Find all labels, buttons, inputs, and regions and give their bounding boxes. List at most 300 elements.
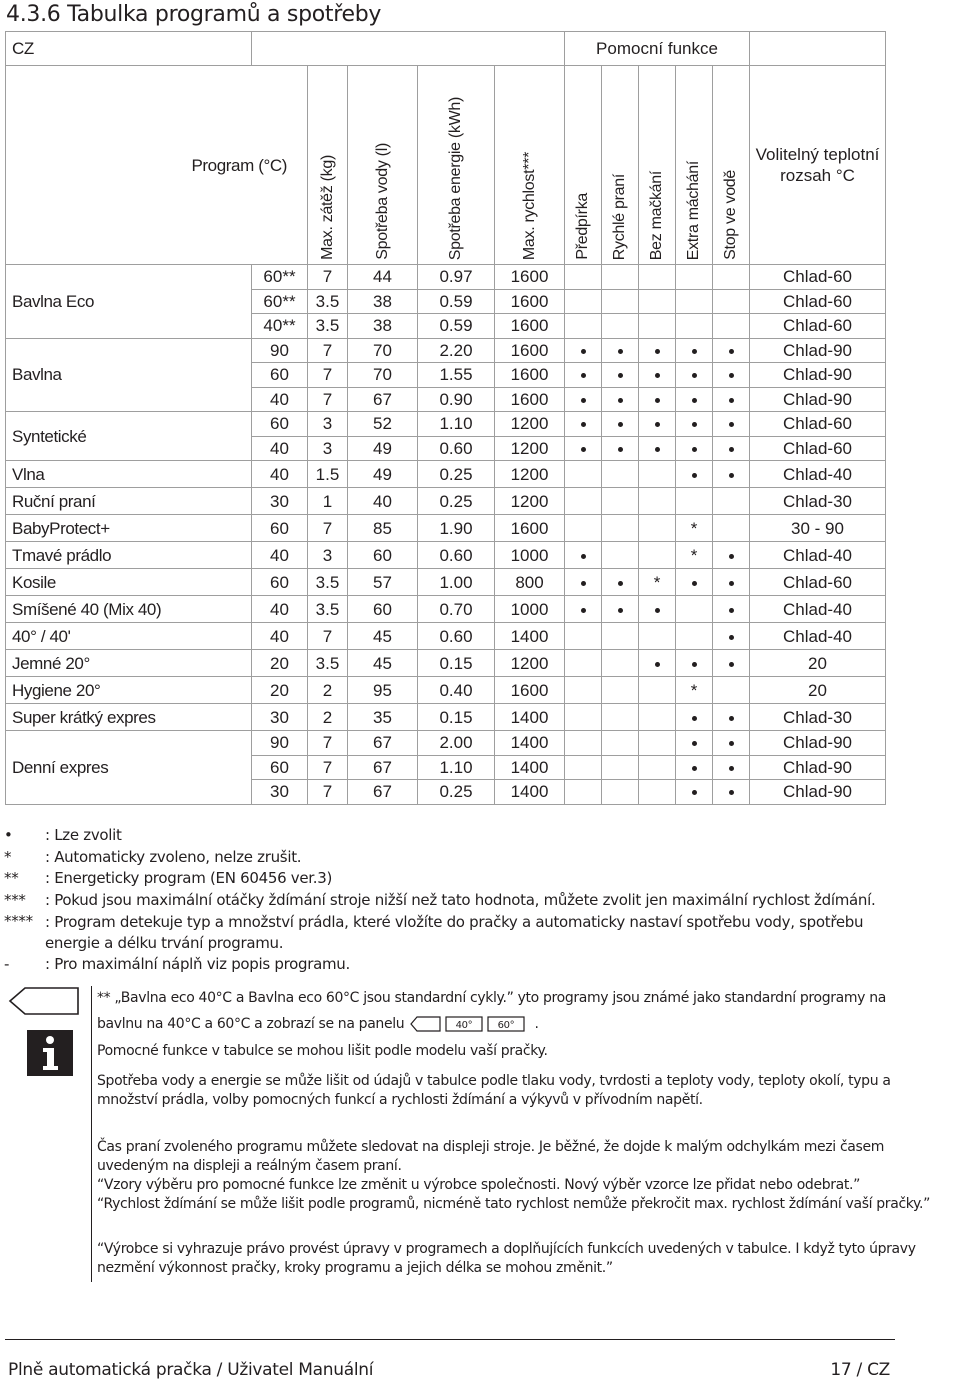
aux-selectable <box>676 780 713 805</box>
cell-energy: 2.00 <box>418 731 495 756</box>
aux-selectable <box>602 596 639 623</box>
table-row <box>6 542 886 569</box>
dot-icon <box>618 398 623 403</box>
col-header-water: Spotřeba vody (l) <box>373 143 391 260</box>
dot-icon <box>618 422 623 427</box>
aux-cell <box>639 677 676 704</box>
cell-temp: 40 <box>252 461 308 488</box>
program-table <box>5 31 886 805</box>
cell-temp: 30 <box>252 704 308 731</box>
cell-water: 70 <box>348 338 418 363</box>
aux-cell <box>565 314 602 339</box>
aux-cell <box>602 289 639 314</box>
aux-cell <box>713 677 750 704</box>
dot-icon <box>692 473 697 478</box>
table-row <box>6 731 886 756</box>
dot-icon <box>618 373 623 378</box>
legend-symbol: • <box>4 826 13 844</box>
table-row <box>6 515 886 542</box>
cell-temp: 90 <box>252 338 308 363</box>
aux-cell <box>565 461 602 488</box>
table-row <box>6 623 886 650</box>
dot-icon <box>655 662 660 667</box>
cell-water: 67 <box>348 780 418 805</box>
dot-icon <box>729 422 734 427</box>
program-name: Kosile <box>6 569 252 596</box>
dot-icon <box>729 608 734 613</box>
cell-speed: 1600 <box>495 387 565 412</box>
cell-load: 3.5 <box>308 289 348 314</box>
aux-cell <box>565 755 602 780</box>
aux-selectable <box>713 704 750 731</box>
dot-icon <box>581 422 586 427</box>
cell-energy: 0.60 <box>418 542 495 569</box>
cell-speed: 1400 <box>495 704 565 731</box>
table-row <box>6 650 886 677</box>
cell-energy: 0.90 <box>418 387 495 412</box>
dot-icon <box>729 447 734 452</box>
aux-selectable <box>565 542 602 569</box>
aux-cell <box>602 542 639 569</box>
cell-water: 95 <box>348 677 418 704</box>
aux-selectable <box>602 436 639 461</box>
range-header: Volitelný teplotní rozsah °C <box>750 66 886 265</box>
cell-range: Chlad-60 <box>750 265 886 290</box>
program-name: Bavlna Eco <box>6 265 252 339</box>
aux-cell <box>713 488 750 515</box>
legend-symbol: **** <box>4 912 33 930</box>
cell-water: 60 <box>348 596 418 623</box>
aux-selectable <box>565 387 602 412</box>
aux-cell <box>713 289 750 314</box>
program-name: Hygiene 20° <box>6 677 252 704</box>
cell-load: 3.5 <box>308 314 348 339</box>
aux-selectable <box>639 338 676 363</box>
cell-temp: 60 <box>252 363 308 388</box>
cell-load: 2 <box>308 677 348 704</box>
cell-energy: 0.15 <box>418 650 495 677</box>
cell-speed: 1600 <box>495 338 565 363</box>
aux-cell <box>565 731 602 756</box>
aux-cell: * <box>676 542 713 569</box>
cell-load: 2 <box>308 704 348 731</box>
table-row <box>6 338 886 363</box>
aux-cell <box>639 731 676 756</box>
cell-temp: 20 <box>252 650 308 677</box>
panel-buttons-icon <box>408 1015 530 1033</box>
aux-cell <box>676 289 713 314</box>
aux-selectable <box>713 338 750 363</box>
cell-load: 3.5 <box>308 596 348 623</box>
aux-cell: * <box>676 677 713 704</box>
cell-speed: 1400 <box>495 780 565 805</box>
legend-text: : Pokud jsou maximální otáčky ždímání stroje nižší než tato hodnota, můžete zvolit jen maximální rychlost ždímání. <box>45 890 876 909</box>
aux-selectable <box>565 338 602 363</box>
cell-water: 57 <box>348 569 418 596</box>
cell-range: Chlad-90 <box>750 780 886 805</box>
cell-energy: 0.60 <box>418 623 495 650</box>
program-name: Super krátký expres <box>6 704 252 731</box>
cell-load: 3 <box>308 436 348 461</box>
dot-icon <box>581 349 586 354</box>
aux-cell: * <box>676 515 713 542</box>
aux-cell <box>565 704 602 731</box>
cell-temp: 60 <box>252 569 308 596</box>
cell-water: 35 <box>348 704 418 731</box>
aux-selectable <box>676 755 713 780</box>
aux-header: Pomocní funkce <box>565 32 750 66</box>
program-name: Jemné 20° <box>6 650 252 677</box>
aux-cell <box>565 289 602 314</box>
aux-selectable <box>602 387 639 412</box>
program-name: Tmavé prádlo <box>6 542 252 569</box>
cell-water: 67 <box>348 755 418 780</box>
aux-cell <box>676 488 713 515</box>
table-row <box>6 265 886 290</box>
tag-shape-icon <box>7 986 79 1016</box>
cell-temp: 40** <box>252 314 308 339</box>
aux-selectable <box>639 436 676 461</box>
cell-load: 1 <box>308 488 348 515</box>
aux-header-rinse-hold: Stop ve vodě <box>722 170 739 260</box>
aux-selectable <box>713 412 750 437</box>
aux-cell <box>602 755 639 780</box>
aux-selectable <box>639 596 676 623</box>
cell-range: Chlad-90 <box>750 387 886 412</box>
cell-speed: 1200 <box>495 436 565 461</box>
cell-range: Chlad-40 <box>750 542 886 569</box>
dot-icon <box>729 398 734 403</box>
dot-icon <box>618 581 623 586</box>
page-title: 4.3.6 Tabulka programů a spotřeby <box>6 2 382 27</box>
cell-energy: 0.70 <box>418 596 495 623</box>
aux-selectable <box>713 731 750 756</box>
cell-energy: 1.90 <box>418 515 495 542</box>
cell-water: 49 <box>348 461 418 488</box>
aux-selectable <box>713 461 750 488</box>
cell-energy: 0.15 <box>418 704 495 731</box>
cell-temp: 60 <box>252 412 308 437</box>
dot-icon <box>655 398 660 403</box>
cell-energy: 0.97 <box>418 265 495 290</box>
aux-selectable <box>676 436 713 461</box>
cell-speed: 1600 <box>495 363 565 388</box>
table-row <box>6 461 886 488</box>
dot-icon <box>729 373 734 378</box>
dot-icon <box>729 790 734 795</box>
cell-temp: 40 <box>252 623 308 650</box>
legend-symbol: *** <box>4 890 26 909</box>
aux-selectable <box>713 623 750 650</box>
note-line: bavlnu na 40°C a 60°C a zobrazí se na panelu <box>97 1016 405 1032</box>
aux-cell <box>676 265 713 290</box>
dot-icon <box>692 716 697 721</box>
cell-temp: 40 <box>252 542 308 569</box>
cell-load: 3.5 <box>308 569 348 596</box>
aux-selectable <box>639 363 676 388</box>
aux-selectable <box>639 387 676 412</box>
aux-cell <box>565 623 602 650</box>
cell-speed: 1600 <box>495 314 565 339</box>
program-name: Smíšené 40 (Mix 40) <box>6 596 252 623</box>
aux-selectable <box>676 569 713 596</box>
cell-speed: 1000 <box>495 542 565 569</box>
cell-speed: 1000 <box>495 596 565 623</box>
aux-selectable <box>713 650 750 677</box>
aux-cell <box>639 488 676 515</box>
cell-energy: 0.60 <box>418 436 495 461</box>
dot-icon <box>655 447 660 452</box>
program-name: 40° / 40' <box>6 623 252 650</box>
legend-text: : Automaticky zvoleno, nelze zrušit. <box>45 847 302 866</box>
cell-range: 30 - 90 <box>750 515 886 542</box>
cell-load: 7 <box>308 755 348 780</box>
aux-cell <box>565 515 602 542</box>
dot-icon <box>692 398 697 403</box>
table-row <box>6 677 886 704</box>
aux-cell <box>565 488 602 515</box>
dot-icon <box>729 716 734 721</box>
aux-header-quick: Rychlé praní <box>611 173 628 260</box>
dot-icon <box>655 422 660 427</box>
table-row <box>6 412 886 437</box>
aux-cell <box>676 314 713 339</box>
cell-temp: 40 <box>252 436 308 461</box>
aux-selectable <box>676 731 713 756</box>
aux-cell <box>713 515 750 542</box>
cell-water: 52 <box>348 412 418 437</box>
cell-range: Chlad-60 <box>750 412 886 437</box>
cell-water: 38 <box>348 289 418 314</box>
dot-icon <box>581 554 586 559</box>
aux-cell <box>602 265 639 290</box>
note-standard-cycles: ** „Bavlna eco 40°C a Bavlna eco 60°C jsou standardní cykly.” yto programy jsou známé jako standardní programy na bavlnu na 40°C a 60°C a zobrazí se na panelu 40° 60° . <box>97 989 897 1034</box>
program-name: Bavlna <box>6 338 252 412</box>
aux-cell <box>602 515 639 542</box>
cell-range: Chlad-30 <box>750 704 886 731</box>
cell-speed: 1200 <box>495 650 565 677</box>
aux-selectable <box>713 542 750 569</box>
col-header-load: Max. zátěž (kg) <box>318 155 336 260</box>
cell-speed: 1400 <box>495 623 565 650</box>
aux-selectable <box>602 412 639 437</box>
aux-cell <box>602 488 639 515</box>
cell-range: Chlad-60 <box>750 436 886 461</box>
cell-energy: 0.25 <box>418 780 495 805</box>
aux-cell <box>602 461 639 488</box>
cell-load: 7 <box>308 265 348 290</box>
cell-water: 67 <box>348 731 418 756</box>
aux-cell <box>639 515 676 542</box>
footer-rule <box>5 1339 895 1340</box>
cell-speed: 1200 <box>495 461 565 488</box>
aux-selectable <box>565 569 602 596</box>
aux-selectable <box>602 363 639 388</box>
aux-cell <box>713 265 750 290</box>
info-box <box>5 986 930 1282</box>
aux-cell <box>602 650 639 677</box>
cell-water: 44 <box>348 265 418 290</box>
cell-water: 85 <box>348 515 418 542</box>
cell-speed: 1600 <box>495 515 565 542</box>
dot-icon <box>581 581 586 586</box>
aux-selectable <box>713 436 750 461</box>
cell-load: 3 <box>308 412 348 437</box>
cell-water: 49 <box>348 436 418 461</box>
aux-selectable <box>713 755 750 780</box>
cell-range: 20 <box>750 677 886 704</box>
cell-speed: 1400 <box>495 731 565 756</box>
aux-header-no-crease: Bez mačkání <box>648 170 665 260</box>
dot-icon <box>729 554 734 559</box>
dot-icon <box>618 349 623 354</box>
program-name: Denní expres <box>6 731 252 805</box>
aux-selectable <box>676 650 713 677</box>
dot-icon <box>729 741 734 746</box>
cell-water: 60 <box>348 542 418 569</box>
aux-cell <box>565 780 602 805</box>
page-number: 17 / CZ <box>830 1360 890 1380</box>
panel-40-label: 40° <box>456 1020 473 1031</box>
aux-cell <box>676 596 713 623</box>
aux-cell <box>602 314 639 339</box>
aux-cell <box>639 780 676 805</box>
program-name: Syntetické <box>6 412 252 461</box>
dot-icon <box>581 398 586 403</box>
legend-symbol: * <box>4 847 12 866</box>
col-header-speed: Max. rychlost*** <box>520 151 538 260</box>
aux-selectable <box>565 596 602 623</box>
cell-load: 7 <box>308 363 348 388</box>
aux-cell <box>639 623 676 650</box>
cell-energy: 0.40 <box>418 677 495 704</box>
dot-icon <box>692 790 697 795</box>
note-consumption: Spotřeba vody a energie se může lišit od údajů v tabulce podle tlaku vody, tvrdosti a teploty vody, teploty okolí, typu a množství prádla, volby pomocných funkcí a rychlosti ždímání a výkyvů v přívodním napětí. <box>97 1073 891 1108</box>
cell-speed: 1600 <box>495 289 565 314</box>
cell-energy: 1.00 <box>418 569 495 596</box>
aux-selectable <box>639 412 676 437</box>
dot-icon <box>655 349 660 354</box>
info-icon <box>27 1030 73 1076</box>
cell-speed: 1200 <box>495 412 565 437</box>
cell-load: 7 <box>308 387 348 412</box>
aux-selectable <box>565 436 602 461</box>
cell-temp: 90 <box>252 731 308 756</box>
aux-selectable <box>713 363 750 388</box>
aux-cell <box>639 314 676 339</box>
cell-temp: 30 <box>252 780 308 805</box>
aux-cell <box>639 704 676 731</box>
cell-range: Chlad-60 <box>750 569 886 596</box>
note-line: ** „Bavlna eco 40°C a Bavlna eco 60°C jsou standardní cykly.” yto programy jsou známé jako standardní programy na <box>97 990 886 1006</box>
aux-selectable <box>676 461 713 488</box>
cell-range: Chlad-90 <box>750 755 886 780</box>
dot-icon <box>655 608 660 613</box>
info-divider <box>91 986 92 1282</box>
aux-selectable <box>602 569 639 596</box>
cell-water: 38 <box>348 314 418 339</box>
cell-energy: 0.59 <box>418 289 495 314</box>
note-manufacturer: “Výrobce si vyhrazuje právo provést úpravy v programech a doplňujících funkcích uvedených v tabulce. I když tyto úpravy nezmění výkonnost pračky, kroky programu a jejich délka se mohou změnit.” <box>97 1241 916 1276</box>
dot-icon <box>729 635 734 640</box>
legend-text: : Pro maximální náplň viz popis programu. <box>45 955 350 973</box>
table-row <box>6 488 886 515</box>
aux-selectable <box>713 569 750 596</box>
cell-water: 40 <box>348 488 418 515</box>
legend-text: : Lze zvolit <box>45 826 122 844</box>
aux-selectable <box>565 363 602 388</box>
cell-water: 67 <box>348 387 418 412</box>
cell-temp: 60** <box>252 265 308 290</box>
aux-selectable <box>565 412 602 437</box>
aux-selectable <box>676 363 713 388</box>
aux-selectable <box>713 387 750 412</box>
dot-icon <box>729 349 734 354</box>
dot-icon <box>729 473 734 478</box>
cell-water: 70 <box>348 363 418 388</box>
cell-load: 3.5 <box>308 650 348 677</box>
aux-cell <box>565 677 602 704</box>
legend-text: : Energeticky program (EN 60456 ver.3) <box>45 869 333 887</box>
note-program-time: Čas praní zvoleného programu můžete sledovat na displeji stroje. Je běžné, že dojde k malým odchylkám mezi časem uvedeným na displeji a reálným časem praní. “Vzory výběru pro pomocné funkce lze změnit u výrobce společnosti. Nový výběr vzorce lze přidat nebo odebrat.” “Rychlost ždímání se může lišit podle programů, nicméně tato rychlost nemůže překročit max. rychlost ždímání vaší pračky.” <box>97 1139 930 1212</box>
cell-load: 7 <box>308 623 348 650</box>
footer-title: Plně automatická pračka / Uživatel Manuální <box>8 1360 374 1380</box>
aux-cell <box>565 265 602 290</box>
cell-energy: 0.59 <box>418 314 495 339</box>
dot-icon <box>692 662 697 667</box>
dot-icon <box>729 662 734 667</box>
cell-load: 7 <box>308 338 348 363</box>
table-row <box>6 596 886 623</box>
aux-header-extra-rinse: Extra máchání <box>685 160 702 260</box>
dot-icon <box>655 373 660 378</box>
dot-icon <box>692 447 697 452</box>
cell-speed: 800 <box>495 569 565 596</box>
cell-range: Chlad-90 <box>750 363 886 388</box>
program-name: Ruční praní <box>6 488 252 515</box>
cell-range: Chlad-40 <box>750 596 886 623</box>
cell-temp: 60** <box>252 289 308 314</box>
aux-selectable <box>713 596 750 623</box>
cell-range: Chlad-90 <box>750 731 886 756</box>
table-row <box>6 569 886 596</box>
aux-cell <box>639 542 676 569</box>
aux-cell <box>639 265 676 290</box>
country-cell: CZ <box>6 32 252 66</box>
cell-range: 20 <box>750 650 886 677</box>
dot-icon <box>618 447 623 452</box>
aux-cell <box>602 677 639 704</box>
cell-speed: 1400 <box>495 755 565 780</box>
aux-cell <box>639 289 676 314</box>
cell-temp: 60 <box>252 755 308 780</box>
cell-energy: 2.20 <box>418 338 495 363</box>
dot-icon <box>692 349 697 354</box>
aux-selectable <box>602 338 639 363</box>
dot-icon <box>581 608 586 613</box>
aux-cell <box>602 623 639 650</box>
panel-60-label: 60° <box>498 1020 515 1031</box>
cell-temp: 20 <box>252 677 308 704</box>
note-aux-functions: Pomocné funkce v tabulce se mohou lišit podle modelu vaší pračky. <box>97 1043 548 1059</box>
cell-energy: 0.25 <box>418 488 495 515</box>
cell-speed: 1200 <box>495 488 565 515</box>
dot-icon <box>692 741 697 746</box>
dot-icon <box>692 422 697 427</box>
cell-range: Chlad-30 <box>750 488 886 515</box>
dot-icon <box>692 581 697 586</box>
cell-speed: 1600 <box>495 265 565 290</box>
